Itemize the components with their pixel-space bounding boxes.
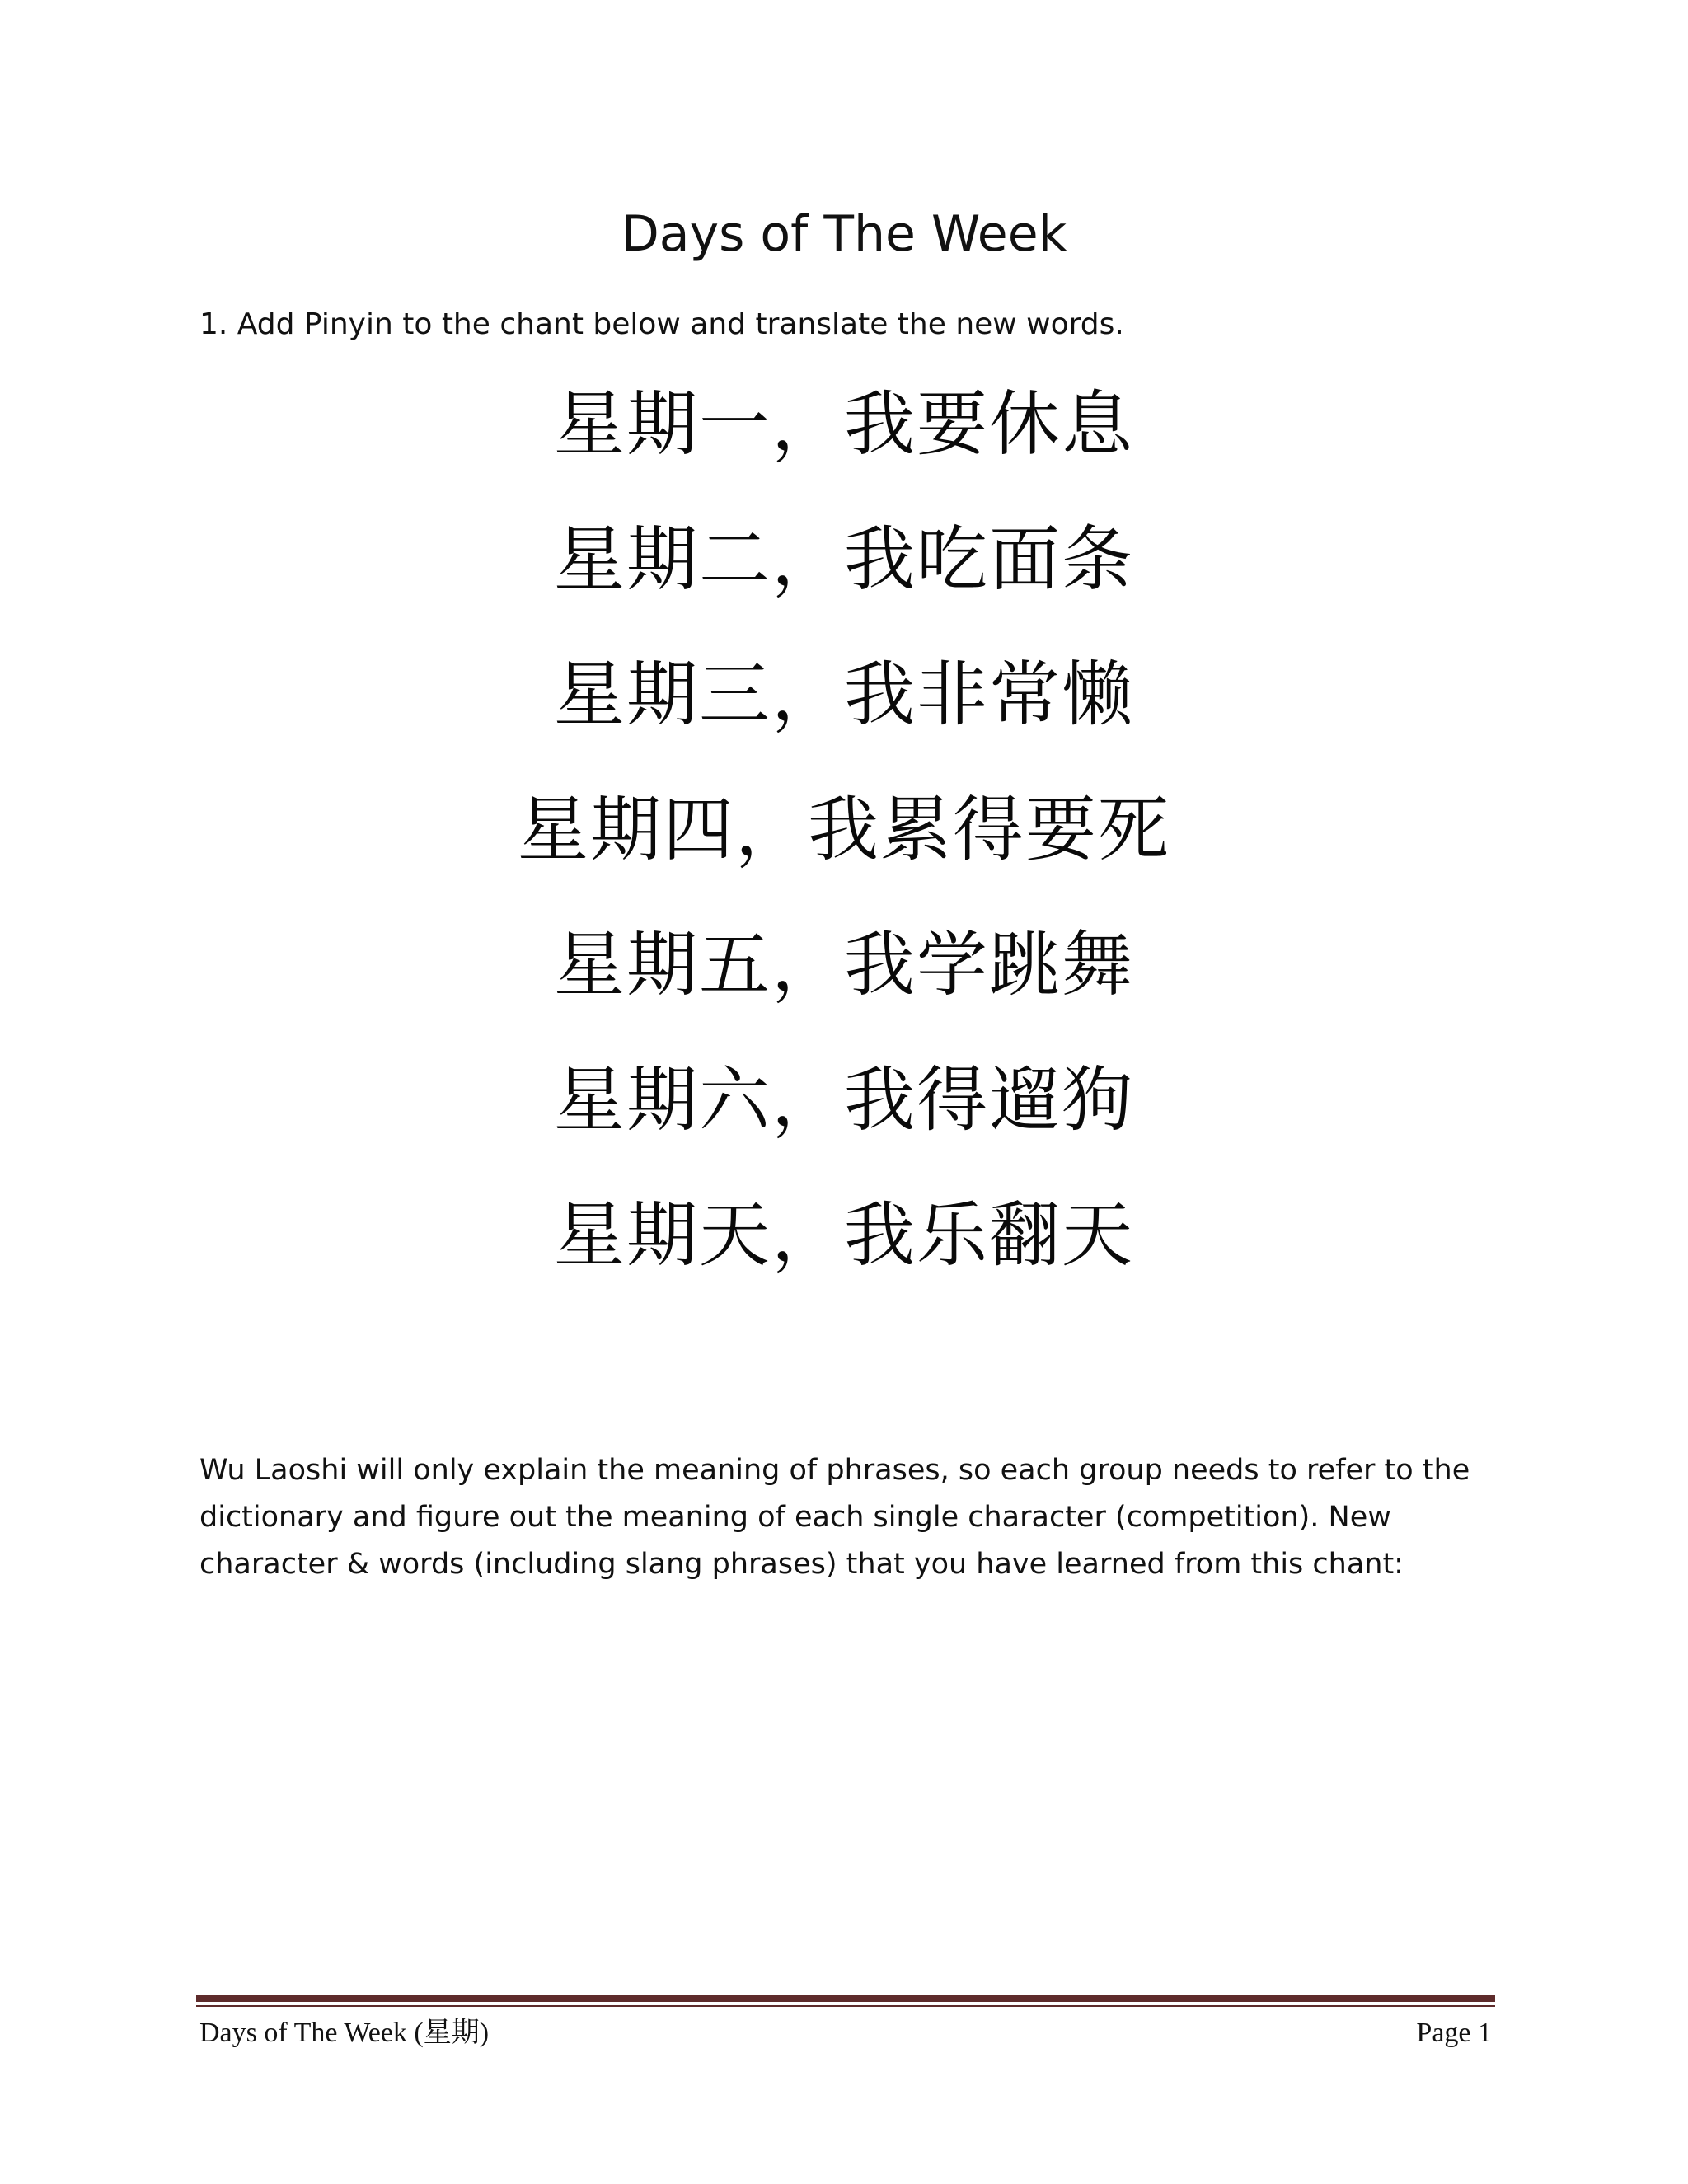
- instruction-text: 1. Add Pinyin to the chant below and translate the new words.: [199, 307, 1124, 341]
- page-title: Days of The Week: [621, 205, 1067, 263]
- footer-title: Days of The Week (星期): [199, 2018, 490, 2048]
- chant-list: [0, 375, 1688, 1321]
- chant-line-sunday: 星期天，我乐翻天: [554, 1194, 1134, 1277]
- chant-line-wednesday: 星期三，我非常懒: [554, 654, 1134, 736]
- chant-line-saturday: 星期六，我得遛狗: [554, 1059, 1134, 1141]
- page-number: Page 1: [1416, 2018, 1492, 2048]
- footer-divider-thin: [196, 2005, 1495, 2007]
- chant-line-tuesday: 星期二，我吃面条: [554, 518, 1134, 601]
- footer-divider-thick: [196, 1995, 1495, 2002]
- chant-line-thursday: 星期四，我累得要死: [518, 789, 1170, 871]
- chant-line-monday: 星期一，我要休息: [554, 383, 1134, 466]
- instruction-paragraph: Wu Laoshi will only explain the meaning of phrases, so each group needs to refer to the dictionary and figure out the meaning of each single character (competition). New character & words (including slang phrases) that you have learned from this chant:: [199, 1454, 1470, 1581]
- chant-line-friday: 星期五，我学跳舞: [554, 924, 1134, 1006]
